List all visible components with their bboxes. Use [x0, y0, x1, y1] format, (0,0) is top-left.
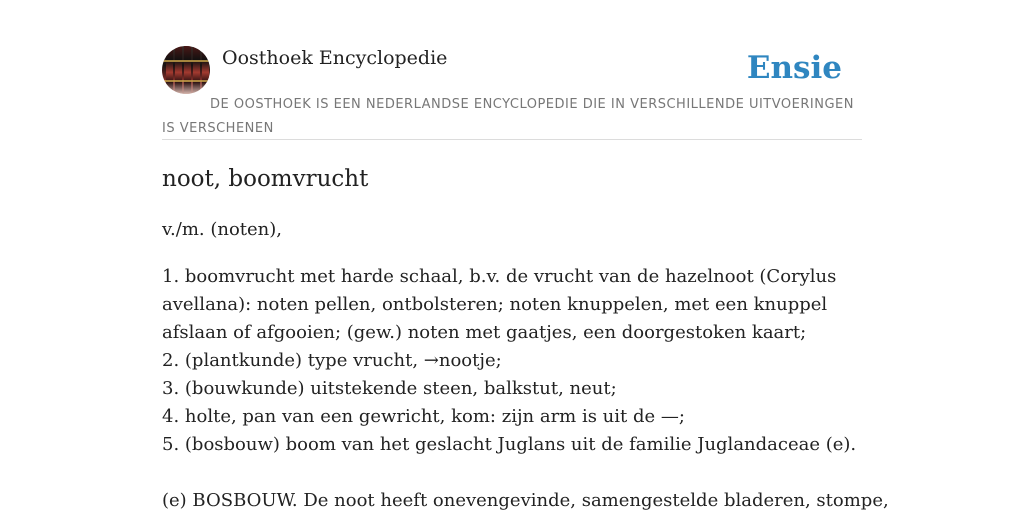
entry-title: noot, boomvrucht	[162, 166, 369, 192]
site-header	[162, 46, 862, 140]
definition-item: 2. (plantkunde) type vrucht, →nootje;	[162, 350, 502, 371]
definition-item: 3. (bouwkunde) uitstekende steen, balkstut, neut;	[162, 378, 617, 399]
definition-item: 1. boomvrucht met harde schaal, b.v. de vrucht van de hazelnoot (Corylus avellana): noten pellen, ontbolsteren; noten knuppelen, met een knuppel afslaan of afgooien; (gew.) noten met gaatjes, een doorgestoken kaart;	[162, 266, 837, 343]
entry-note: (e) BOSBOUW. De noot heeft onevengevinde, samengestelde bladeren, stompe,	[162, 490, 889, 511]
brand-logo[interactable]: Ensie	[746, 50, 842, 86]
entry-grammar: v./m. (noten),	[162, 219, 283, 240]
definition-list	[162, 263, 862, 459]
site-title[interactable]: Oosthoek Encyclopedie	[222, 47, 448, 69]
entry-article	[162, 164, 889, 512]
definition-item: 4. holte, pan van een gewricht, kom: zijn arm is uit de —;	[162, 406, 685, 427]
encyclopedia-books-icon[interactable]	[162, 46, 210, 94]
site-tagline: DE OOSTHOEK IS EEN NEDERLANDSE ENCYCLOPEDIE DIE IN VERSCHILLENDE UITVOERINGEN IS VERSCHENEN	[162, 97, 854, 136]
definition-item: 5. (bosbouw) boom van het geslacht Juglans uit de familie Juglandaceae (e).	[162, 434, 857, 455]
